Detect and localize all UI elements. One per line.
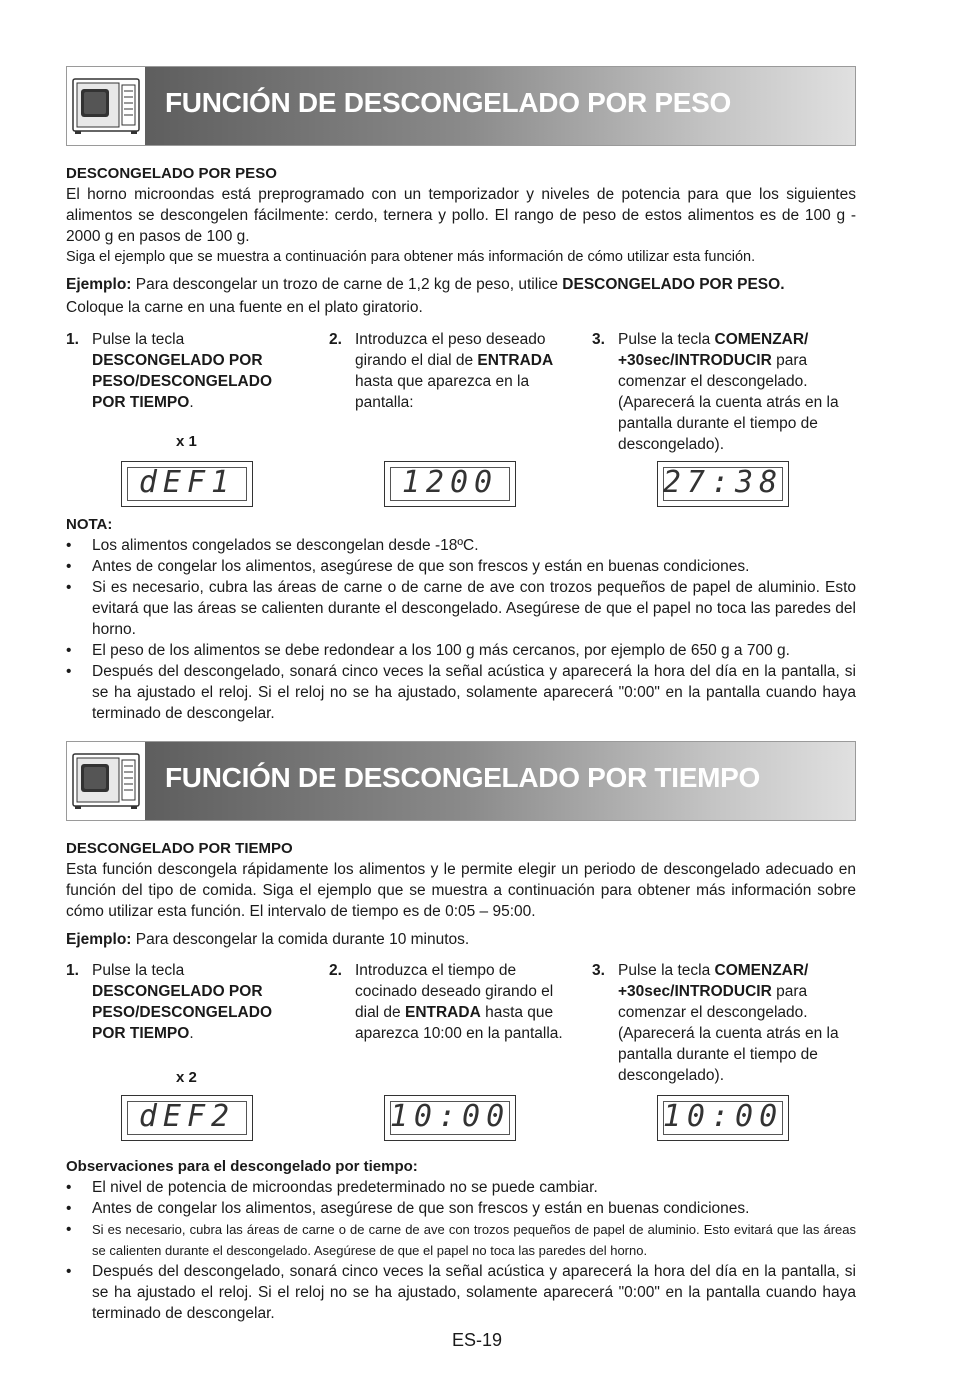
lcd-display: 1200 [384,461,516,507]
intro-paragraph: El horno microondas está preprogramado con un temporizador y niveles de potencia para que los siguientes alimentos se descongelen fácilmente: cerdo, ternera y pollo. El rango de peso de estos alimentos es de 100 g - 2000 g en pasos de 100 g. [66,186,856,245]
note-heading: NOTA: [66,516,113,533]
example-line-2: Coloque la carne en una fuente en el plato giratorio. [66,299,423,316]
page-number: ES-19 [451,1330,503,1350]
section-title: FUNCIÓN DE DESCONGELADO POR PESO [165,87,732,118]
notes-list [66,1177,856,1324]
microwave-icon [67,742,146,820]
microwave-icon [67,67,146,145]
press-count: x 1 [176,433,197,450]
example-line: Ejemplo: Para descongelar la comida durante 10 minutos. [66,931,470,948]
list-item: • El nivel de potencia de microondas predeterminado no se puede cambiar. [66,1179,598,1196]
example-line: Ejemplo: Para descongelar un trozo de carne de 1,2 kg de peso, utilice DESCONGELADO POR PESO. [66,276,785,293]
lcd-display: 10:00 [657,1095,789,1141]
intro-paragraph-2: Siga el ejemplo que se muestra a continuación para obtener más información de cómo utilizar esta función. [66,249,756,265]
list-item: • Si es necesario, cubra las áreas de carne o de carne de ave con trozos pequeños de papel de aluminio. Esto evitará que las áreas se calienten durante el descongelado. Asegúrese de que el papel no toca las paredes del horno. [66,1221,856,1258]
list-item: • Antes de congelar los alimentos, asegúrese de que son frescos y están en buenas condiciones. [66,1200,750,1217]
note-heading: Observaciones para el descongelado por tiempo: [66,1158,418,1175]
list-item: • Después del descongelado, sonará cinco veces la señal acústica y aparecerá la hora del día en la pantalla, si se ha ajustado el reloj. Si el reloj no se ha ajustado, solamente aparecerá "0:00" en la pantalla cuando haya terminado de descongelar. [66,663,856,722]
section-banner-time [66,741,856,821]
notes-list [66,535,856,724]
list-item: • Antes de congelar los alimentos, asegúrese de que son frescos y están en buenas condiciones. [66,558,750,575]
lcd-display: 10:00 [384,1095,516,1141]
lcd-display: dEF2 [121,1095,253,1141]
intro-paragraph: Esta función descongela rápidamente los alimentos y le permite elegir un periodo de descongelado adecuado en función del tipo de comida. Siga el ejemplo que se muestra a continuación para obtener más información sobre cómo utilizar esta función. El intervalo de tiempo es de 0:05 – 95:00. [66,861,856,920]
list-item: • Los alimentos congelados se descongelan desde -18ºC. [66,537,479,554]
section-heading: DESCONGELADO POR PESO [66,165,277,182]
list-item: • El peso de los alimentos se debe redondear a los 100 g más cercanos, por ejemplo de 650 g a 700 g. [66,642,790,659]
section-banner-weight [66,66,856,146]
lcd-display: dEF1 [121,461,253,507]
section-heading: DESCONGELADO POR TIEMPO [66,840,293,857]
press-count: x 2 [176,1069,197,1086]
lcd-display: 27:38 [657,461,789,507]
section-title: FUNCIÓN DE DESCONGELADO POR TIEMPO [165,762,760,793]
list-item: • Si es necesario, cubra las áreas de carne o de carne de ave con trozos pequeños de papel de aluminio. Esto evitará que las áreas se calienten durante el descongelado. Asegúrese de que el papel no toca las paredes del horno. [66,579,856,638]
list-item: • Después del descongelado, sonará cinco veces la señal acústica y aparecerá la hora del día en la pantalla, si se ha ajustado el reloj. Si el reloj no se ha ajustado, solamente aparecerá "0:00" en la pantalla cuando haya terminado de descongelar. [66,1263,856,1322]
